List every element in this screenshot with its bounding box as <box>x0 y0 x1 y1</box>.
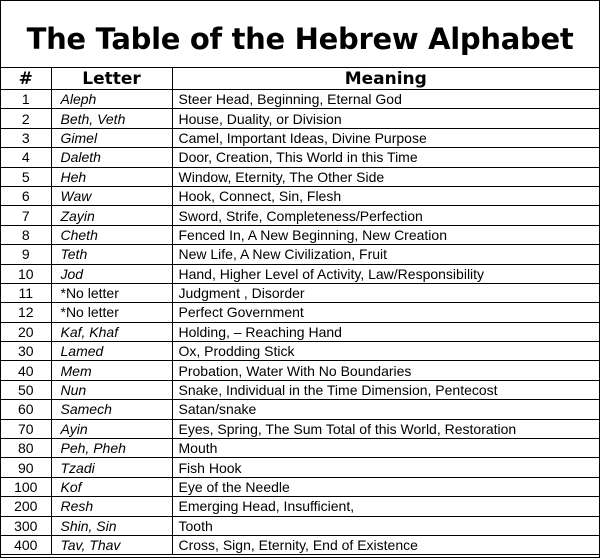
table-row <box>1 167 599 186</box>
table-row <box>1 342 599 361</box>
meaning-cell: Emerging Head, Insufficient, <box>172 497 599 516</box>
table-row <box>1 90 599 109</box>
header-meaning: Meaning <box>172 68 599 90</box>
table-title: The Table of the Hebrew Alphabet <box>1 1 599 68</box>
letter-cell: Lamed <box>51 342 172 361</box>
letter-cell: Aleph <box>51 90 172 109</box>
number-cell: 4 <box>1 148 51 167</box>
meaning-cell: House, Duality, or Division <box>172 109 599 128</box>
header-number: # <box>1 68 51 90</box>
number-cell: 20 <box>1 322 51 341</box>
meaning-cell: New Life, A New Civilization, Fruit <box>172 245 599 264</box>
number-cell: 100 <box>1 477 51 496</box>
number-cell: 8 <box>1 225 51 244</box>
meaning-cell: Eyes, Spring, The Sum Total of this World, Restoration <box>172 419 599 438</box>
meaning-cell: Ox, Prodding Stick <box>172 342 599 361</box>
letter-cell: Beth, Veth <box>51 109 172 128</box>
number-cell: 12 <box>1 303 51 322</box>
table-row <box>1 497 599 516</box>
letter-cell: Jod <box>51 264 172 283</box>
number-cell: 60 <box>1 400 51 419</box>
letter-cell: Tzadi <box>51 458 172 477</box>
number-cell: 40 <box>1 361 51 380</box>
number-cell: 2 <box>1 109 51 128</box>
number-cell: 300 <box>1 516 51 535</box>
meaning-cell: Sword, Strife, Completeness/Perfection <box>172 206 599 225</box>
meaning-cell: Window, Eternity, The Other Side <box>172 167 599 186</box>
header-row <box>1 68 599 90</box>
letter-cell: Ayin <box>51 419 172 438</box>
number-cell: 200 <box>1 497 51 516</box>
table-row <box>1 516 599 535</box>
meaning-cell: Steer Head, Beginning, Eternal God <box>172 90 599 109</box>
letter-cell: *No letter <box>51 303 172 322</box>
letter-cell: Peh, Pheh <box>51 439 172 458</box>
table-row <box>1 264 599 283</box>
letter-cell: Nun <box>51 380 172 399</box>
number-cell: 6 <box>1 186 51 205</box>
meaning-cell: Judgment , Disorder <box>172 283 599 302</box>
table-row <box>1 477 599 496</box>
meaning-cell: Cross, Sign, Eternity, End of Existence <box>172 535 599 554</box>
meaning-cell: Eye of the Needle <box>172 477 599 496</box>
table-row <box>1 380 599 399</box>
table-row <box>1 109 599 128</box>
meaning-cell: Fish Hook <box>172 458 599 477</box>
number-cell: 1 <box>1 90 51 109</box>
meaning-cell: Probation, Water With No Boundaries <box>172 361 599 380</box>
letter-cell: Samech <box>51 400 172 419</box>
number-cell: 70 <box>1 419 51 438</box>
table-row <box>1 245 599 264</box>
table-row <box>1 225 599 244</box>
meaning-cell: Fenced In, A New Beginning, New Creation <box>172 225 599 244</box>
meaning-cell: Mouth <box>172 439 599 458</box>
letter-cell: Daleth <box>51 148 172 167</box>
table-row <box>1 148 599 167</box>
table-row <box>1 303 599 322</box>
header-letter: Letter <box>51 68 172 90</box>
meaning-cell: Satan/snake <box>172 400 599 419</box>
number-cell: 9 <box>1 245 51 264</box>
meaning-cell: Holding, – Reaching Hand <box>172 322 599 341</box>
table-row <box>1 128 599 147</box>
letter-cell: Kaf, Khaf <box>51 322 172 341</box>
letter-cell: Shin, Sin <box>51 516 172 535</box>
letter-cell: Zayin <box>51 206 172 225</box>
table-row <box>1 206 599 225</box>
meaning-cell: Tooth <box>172 516 599 535</box>
table-row <box>1 361 599 380</box>
letter-cell: Mem <box>51 361 172 380</box>
letter-cell: Waw <box>51 186 172 205</box>
table-row <box>1 535 599 554</box>
meaning-cell: Hand, Higher Level of Activity, Law/Responsibility <box>172 264 599 283</box>
table-row <box>1 283 599 302</box>
letter-cell: Tav, Thav <box>51 535 172 554</box>
table-row <box>1 186 599 205</box>
letter-cell: Gimel <box>51 128 172 147</box>
number-cell: 50 <box>1 380 51 399</box>
number-cell: 10 <box>1 264 51 283</box>
letter-cell: Heh <box>51 167 172 186</box>
table-row <box>1 439 599 458</box>
number-cell: 5 <box>1 167 51 186</box>
meaning-cell: Snake, Individual in the Time Dimension, Pentecost <box>172 380 599 399</box>
number-cell: 3 <box>1 128 51 147</box>
number-cell: 7 <box>1 206 51 225</box>
number-cell: 30 <box>1 342 51 361</box>
table-row <box>1 458 599 477</box>
number-cell: 80 <box>1 439 51 458</box>
table-row <box>1 400 599 419</box>
number-cell: 400 <box>1 535 51 554</box>
meaning-cell: Door, Creation, This World in this Time <box>172 148 599 167</box>
letter-cell: Kof <box>51 477 172 496</box>
table-row <box>1 322 599 341</box>
letter-cell: Cheth <box>51 225 172 244</box>
meaning-cell: Hook, Connect, Sin, Flesh <box>172 186 599 205</box>
table-row <box>1 419 599 438</box>
letter-cell: Teth <box>51 245 172 264</box>
number-cell: 11 <box>1 283 51 302</box>
letter-cell: *No letter <box>51 283 172 302</box>
meaning-cell: Camel, Important Ideas, Divine Purpose <box>172 128 599 147</box>
number-cell: 90 <box>1 458 51 477</box>
alphabet-table <box>1 68 599 555</box>
meaning-cell: Perfect Government <box>172 303 599 322</box>
letter-cell: Resh <box>51 497 172 516</box>
